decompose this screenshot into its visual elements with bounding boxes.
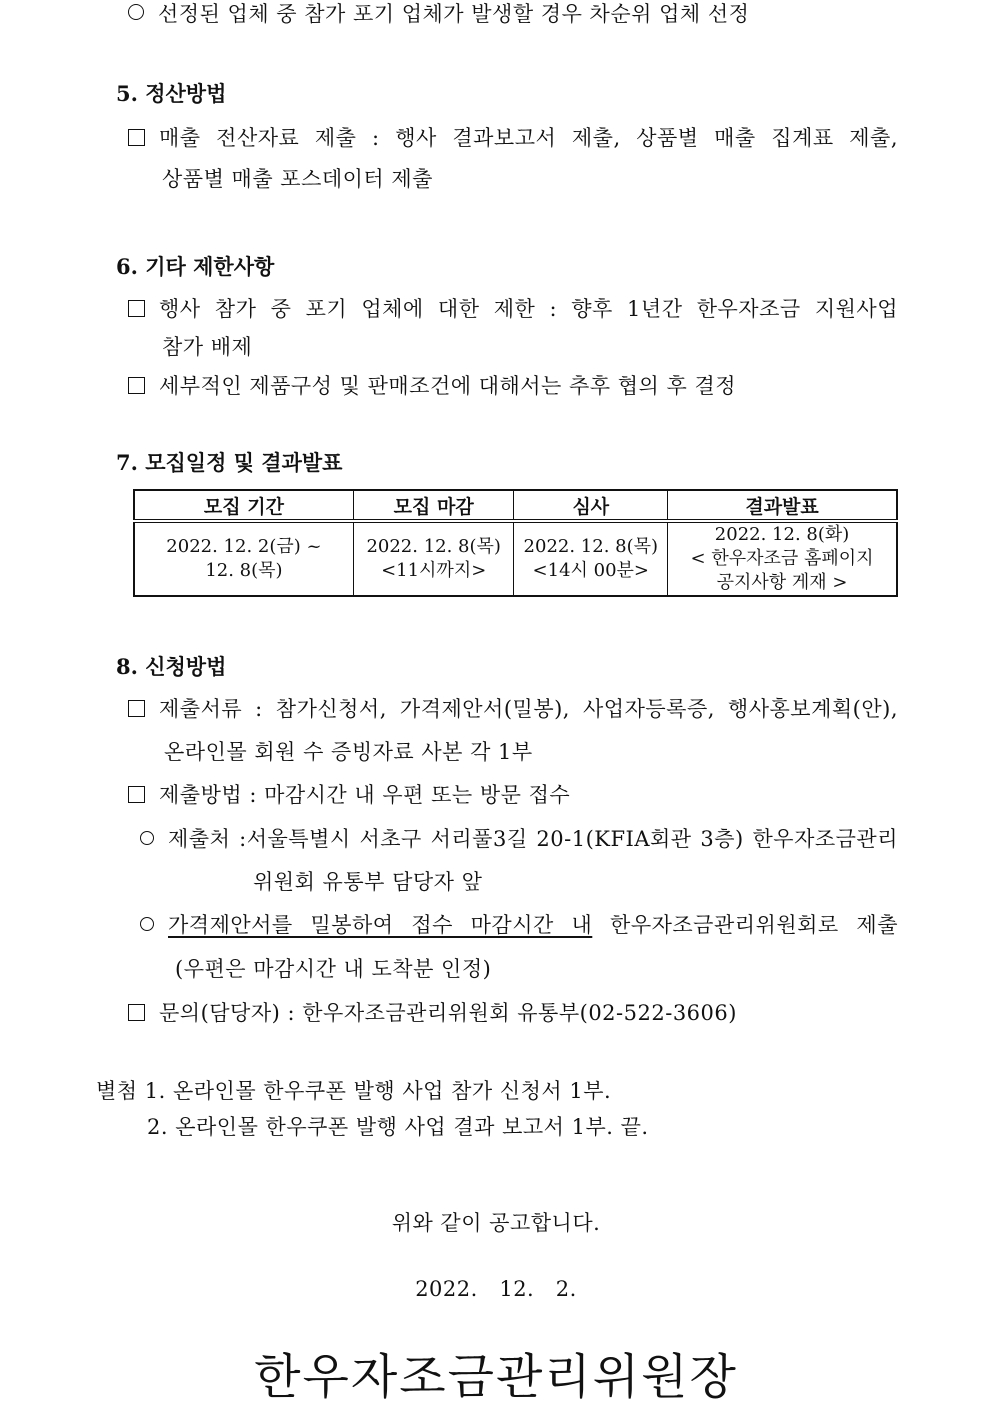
table-row — [134, 521, 897, 596]
cell-review: 2022. 12. 8(목) <14시 00분> — [514, 521, 668, 596]
square-bullet-icon — [128, 700, 145, 717]
section8-item2: 제출방법 : 마감시간 내 우편 또는 방문 접수 — [128, 779, 570, 809]
attachment-2: 2. 온라인몰 한우쿠폰 발행 사업 결과 보고서 1부. 끝. — [147, 1115, 649, 1139]
cell-recruit-deadline: 2022. 12. 8(목) <11시까지> — [353, 521, 514, 596]
square-bullet-icon — [128, 377, 145, 394]
section5-item1-cont: 상품별 매출 포스데이터 제출 — [162, 167, 433, 191]
section7-title: 7. 모집일정 및 결과발표 — [116, 450, 343, 475]
section8-sub2: 가격제안서를 밀봉하여 접수 마감시간 내 한우자조금관리위원회로 제출 — [140, 909, 898, 939]
circle-bullet-icon — [140, 917, 154, 931]
table-header-row — [134, 490, 897, 521]
circle-bullet-icon — [128, 4, 144, 20]
square-bullet-icon — [128, 786, 145, 803]
closing-statement: 위와 같이 공고합니다. — [391, 1211, 601, 1235]
square-bullet-icon — [128, 1004, 145, 1021]
section8-item1: 제출서류 : 참가신청서, 가격제안서(밀봉), 사업자등록증, 행사홍보계획(안), — [128, 693, 898, 723]
selection-note: 선정된 업체 중 참가 포기 업체가 발생할 경우 차순위 업체 선정 — [128, 0, 749, 28]
section6-item2: 세부적인 제품구성 및 판매조건에 대해서는 추후 협의 후 결정 — [128, 370, 736, 400]
header-recruit-period: 모집 기간 — [134, 490, 353, 521]
section8-sub2-cont: (우편은 마감시간 내 도착분 인정) — [175, 957, 492, 981]
section8-title: 8. 신청방법 — [116, 654, 227, 679]
schedule-table — [133, 489, 898, 597]
section6-item1-cont: 참가 배제 — [162, 335, 253, 359]
cell-result: 2022. 12. 8(화) < 한우자조금 홈페이지 공지사항 게재 > — [668, 521, 897, 596]
section8-item3: 문의(담당자) : 한우자조금관리위원회 유통부(02-522-3606) — [128, 997, 737, 1027]
section6-item1: 행사 참가 중 포기 업체에 대한 제한 : 향후 1년간 한우자조금 지원사업 — [128, 293, 898, 323]
announcement-date: 2022. 12. 2. — [415, 1277, 577, 1301]
signature: 한우자조금관리위원장 — [254, 1349, 738, 1405]
section5-item1: 매출 전산자료 제출 : 행사 결과보고서 제출, 상품별 매출 집계표 제출, — [128, 122, 898, 152]
header-recruit-deadline: 모집 마감 — [353, 490, 514, 521]
header-result: 결과발표 — [668, 490, 897, 521]
section8-sub1: 제출처 :서울특별시 서초구 서리풀3길 20-1(KFIA회관 3층) 한우자조금관리 — [140, 823, 898, 853]
section6-title: 6. 기타 제한사항 — [116, 254, 275, 279]
square-bullet-icon — [128, 129, 145, 146]
section5-title: 5. 정산방법 — [116, 81, 227, 106]
section8-sub1-cont: 위원회 유통부 담당자 앞 — [253, 870, 483, 894]
circle-bullet-icon — [140, 831, 154, 845]
square-bullet-icon — [128, 300, 145, 317]
header-review: 심사 — [514, 490, 668, 521]
attachment-1: 별첨 1. 온라인몰 한우쿠폰 발행 사업 참가 신청서 1부. — [96, 1079, 612, 1103]
section8-item1-cont: 온라인몰 회원 수 증빙자료 사본 각 1부 — [164, 740, 533, 764]
cell-recruit-period: 2022. 12. 2(금) ~ 12. 8(목) — [134, 521, 353, 596]
